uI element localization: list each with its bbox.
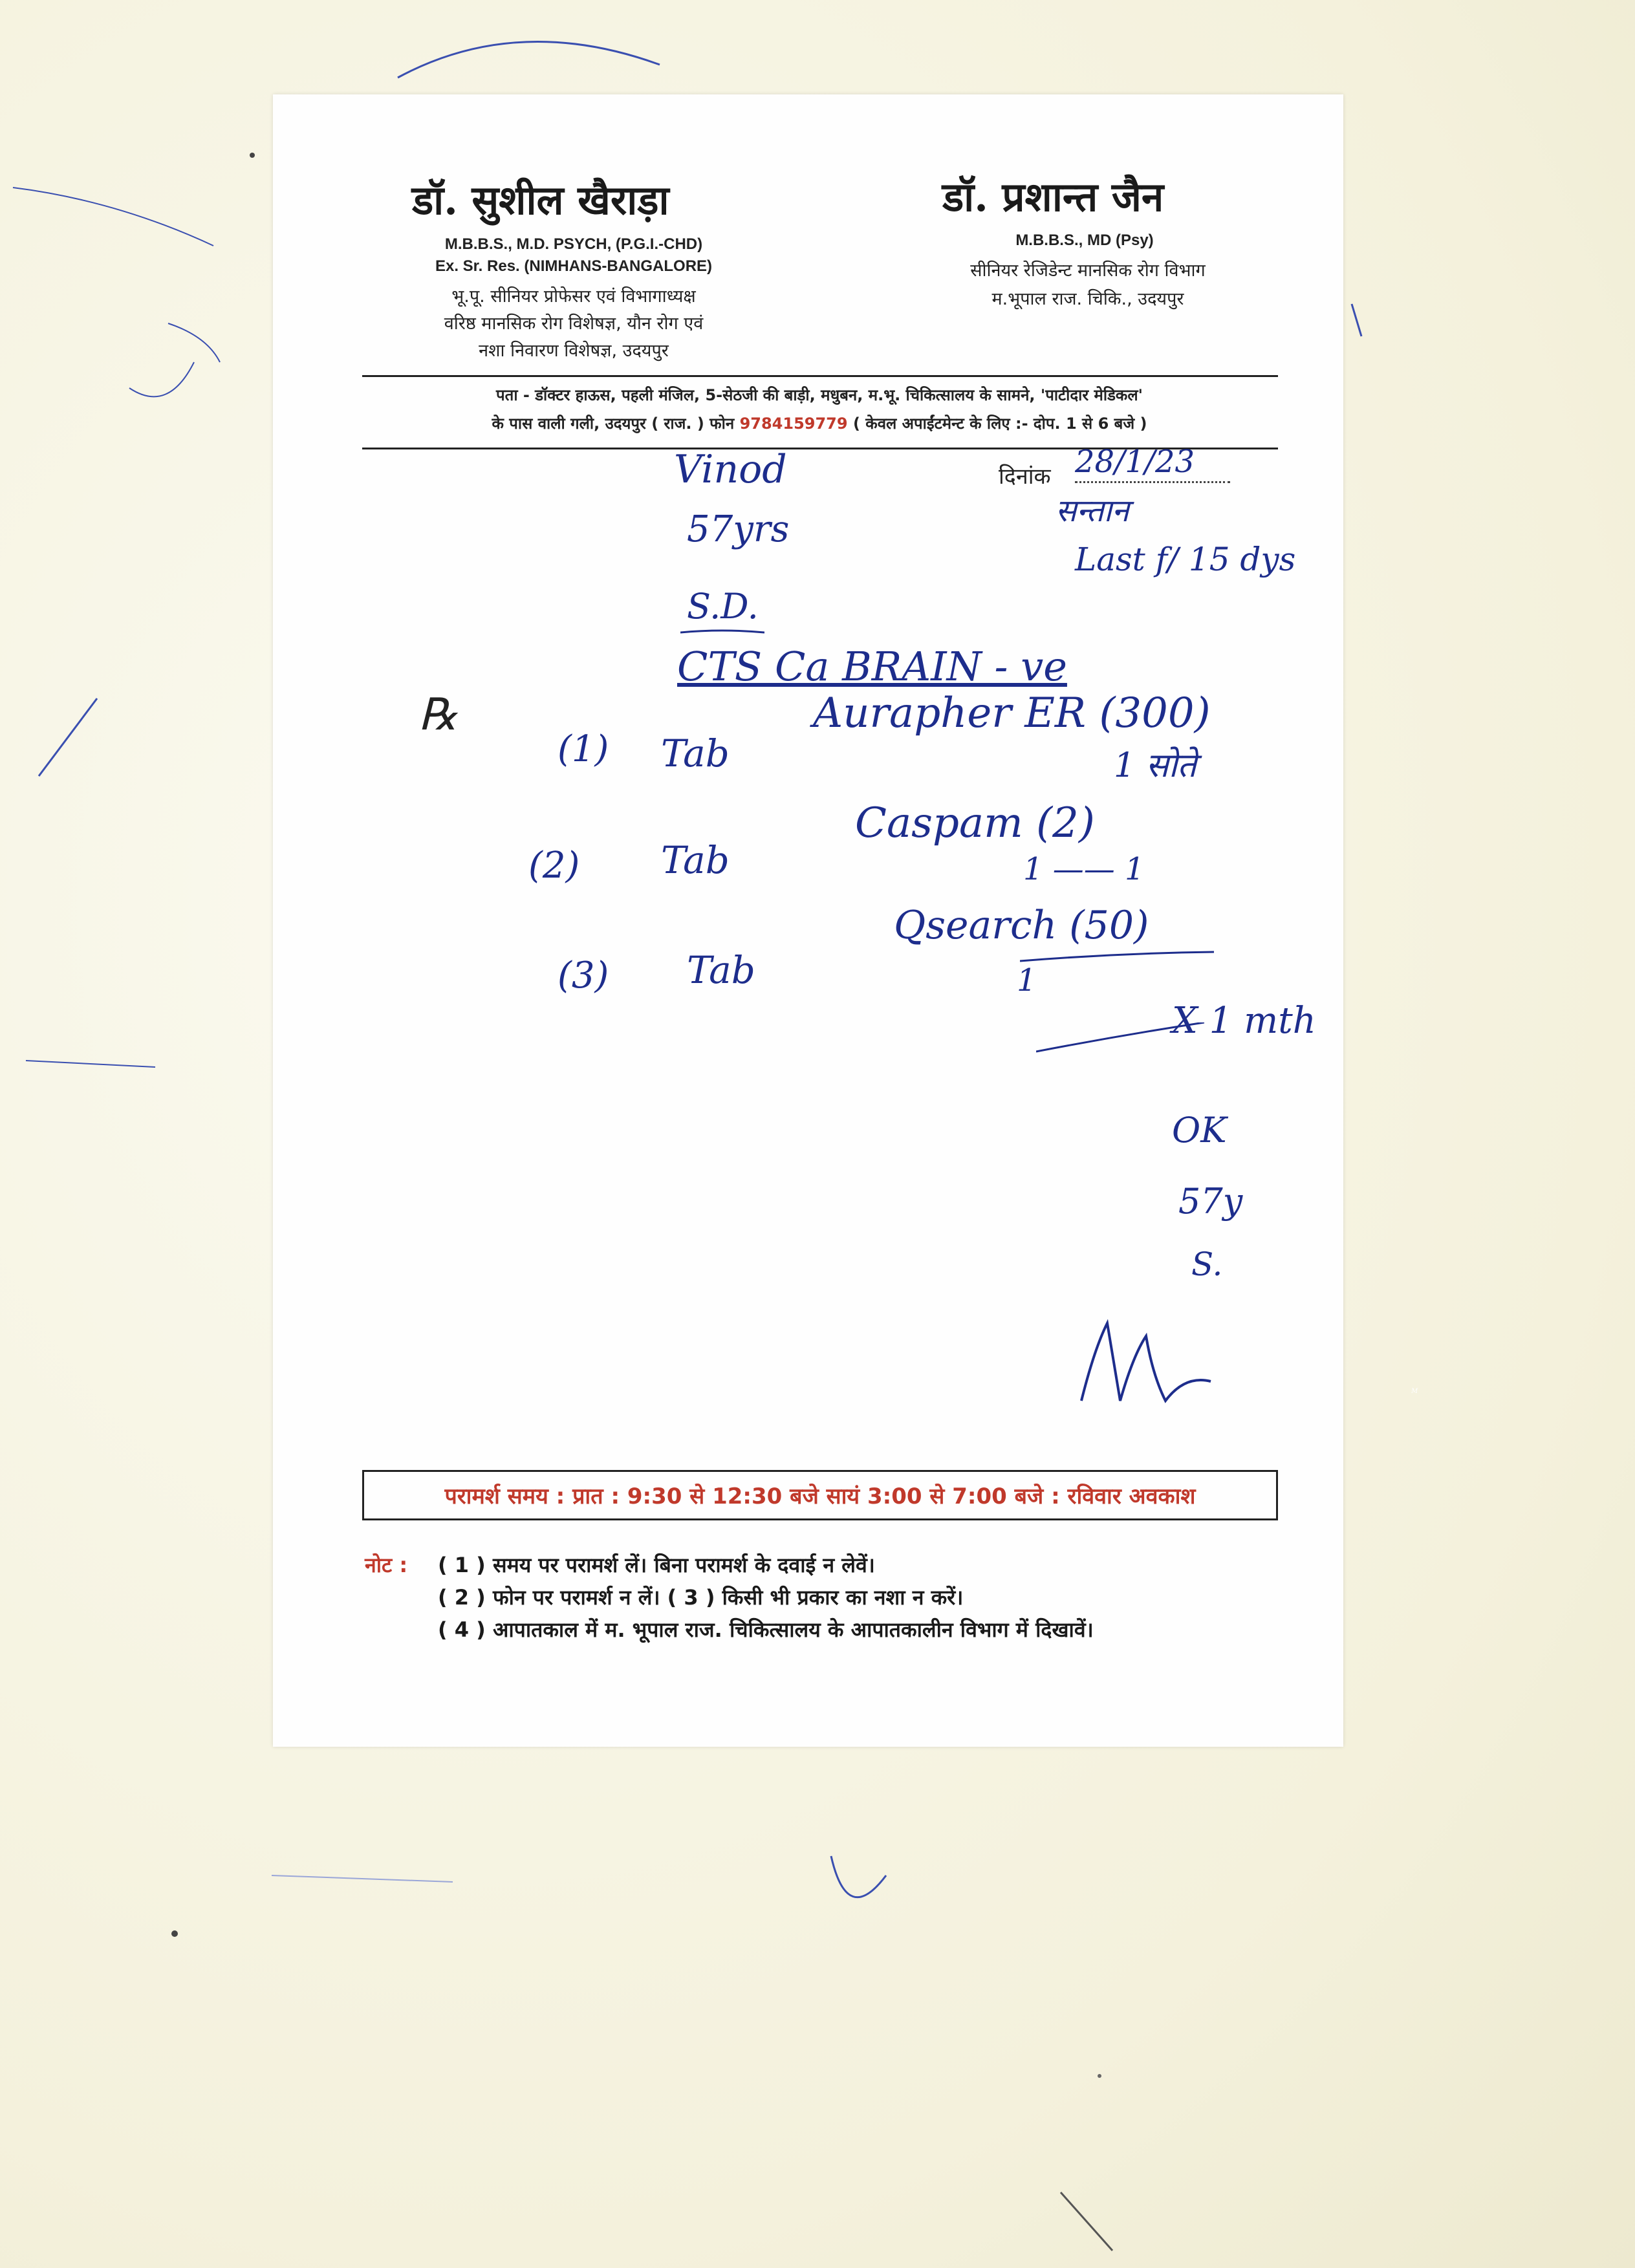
follow-up-3: S. <box>1191 1246 1223 1283</box>
patient-name: Vinod <box>674 447 787 492</box>
rx-symbol: ℞ <box>418 689 458 740</box>
note-3: ( 4 ) आपातकाल में म. भूपाल राज. चिकित्सालय के आपातकालीन विभाग में दिखावें। <box>438 1617 1094 1642</box>
pen-mark <box>831 1856 886 1897</box>
doctor-right-name: डॉ. प्रशान्त जैन <box>942 173 1164 221</box>
pen-mark <box>129 362 194 396</box>
signature-text: M <box>1411 1388 1418 1395</box>
header-rule-top <box>362 375 1278 377</box>
doctor-left-name: डॉ. सुशील खैराड़ा <box>412 177 669 224</box>
note-2: ( 2 ) फोन पर परामर्श न लें। ( 3 ) किसी भी प्रकार का नशा न करें। <box>438 1585 964 1610</box>
med2-type: Tab <box>661 838 730 882</box>
doctor-left-designation-3: नशा निवारण विशेषज्ञ, उदयपुर <box>479 341 669 361</box>
diagnosis-underline <box>680 629 764 636</box>
med1-dose: 1 सोते <box>1114 746 1196 785</box>
doctor-left-designation-2: वरिष्ठ मानसिक रोग विशेषज्ञ, यौन रोग एवं <box>444 314 704 334</box>
duration: X 1 mth <box>1172 1000 1316 1042</box>
pen-mark <box>1061 2192 1112 2251</box>
date-label: दिनांक <box>999 464 1051 490</box>
address-line-2 <box>376 413 1262 434</box>
doctor-right-qualification: M.B.B.S., MD (Psy) <box>1015 232 1154 249</box>
follow-up-2: 57y <box>1178 1181 1243 1222</box>
med1-number: (1) <box>558 728 609 770</box>
med2-number: (2) <box>528 845 580 887</box>
doctor-right-designation-2: म.भूपाल राज. चिकि., उदयपुर <box>991 289 1184 309</box>
date-value: 28/1/23 <box>1075 444 1195 480</box>
address-text: के पास वाली गली, उदयपुर ( राज. ) फोन <box>492 415 735 433</box>
med2-dose: 1 —— 1 <box>1023 851 1145 887</box>
pen-mark <box>26 1061 155 1067</box>
med3-number: (3) <box>558 955 609 997</box>
note-right-1: सन्तान <box>1056 493 1129 529</box>
note-right-2: Last f/ 15 dys <box>1075 541 1296 578</box>
doctor-left-qualification-2: Ex. Sr. Res. (NIMHANS-BANGALORE) <box>435 257 713 275</box>
note-1: ( 1 ) समय पर परामर्श लें। बिना परामर्श के दवाई न लेवें। <box>438 1553 875 1577</box>
doctor-left-qualification: M.B.B.S., M.D. PSYCH, (P.G.I.-CHD) <box>444 235 703 253</box>
med3-type: Tab <box>687 948 755 992</box>
patient-age: 57yrs <box>687 508 790 550</box>
investigation-heading: CTS Ca BRAIN - ve <box>677 643 1067 690</box>
pen-mark <box>168 323 220 362</box>
date-dotted-line <box>1075 481 1230 483</box>
pen-mark <box>13 188 213 246</box>
pen-mark <box>39 698 97 776</box>
diagnosis: S.D. <box>687 586 759 627</box>
ink-dot <box>1098 2074 1101 2078</box>
med3-dose-line <box>1020 948 1214 967</box>
med1-name: Aurapher ER (300) <box>813 689 1211 737</box>
med1-type: Tab <box>661 731 730 775</box>
prescription-sheet <box>273 94 1418 1747</box>
ink-dot <box>171 1930 178 1937</box>
med2-name: Caspam (2) <box>855 799 1095 847</box>
consultation-timing: परामर्श समय : प्रात : 9:30 से 12:30 बजे सायं 3:00 से 7:00 बजे : रविवार अवकाश <box>362 1470 1278 1520</box>
pen-mark <box>272 1875 453 1882</box>
address-line-1: पता - डॉक्टर हाऊस, पहली मंजिल, 5-सेठजी की बाड़ी, मधुबन, म.भू. चिकित्सालय के सामने, 'पाटीदार मेडिकल' <box>496 386 1143 404</box>
med3-dose: 1 <box>1017 962 1037 999</box>
med3-name: Qsearch (50) <box>894 903 1149 948</box>
phone-number: 9784159779 <box>739 415 848 433</box>
doctor-left-designation-1: भू.पू. सीनियर प्रोफेसर एवं विभागाध्यक्ष <box>451 286 696 307</box>
doctor-right-designation-1: सीनियर रेजिडेन्ट मानसिक रोग विभाग <box>970 261 1206 281</box>
follow-up-1: OK <box>1172 1110 1227 1150</box>
notes-label: नोट : <box>365 1553 408 1577</box>
pen-mark <box>1352 304 1361 336</box>
appointment-hours: ( केवल अपाईंटमेन्ट के लिए :- दोप. 1 से 6 बजे ) <box>852 415 1147 433</box>
signature-mark <box>1075 1310 1230 1414</box>
ink-dot <box>250 153 255 158</box>
pen-mark <box>398 41 660 78</box>
